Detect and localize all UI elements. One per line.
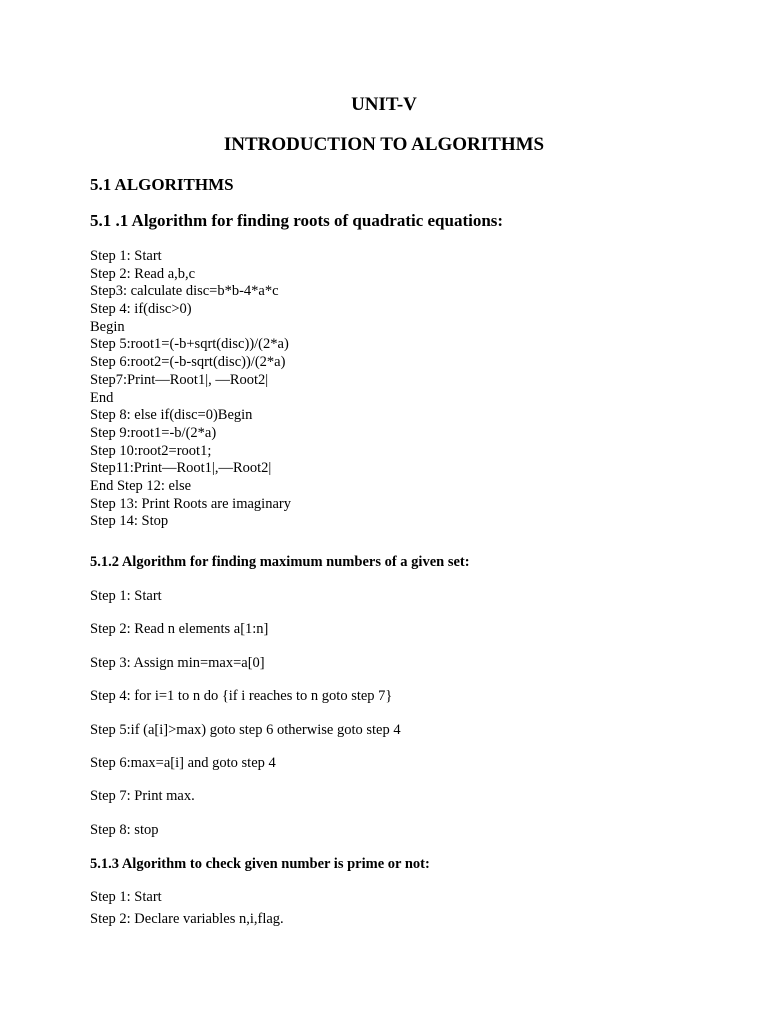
step-line: Step7:Print—Root1|, —Root2|: [90, 371, 269, 388]
step-line: End: [90, 389, 114, 406]
step-line: Step 2: Read a,b,c: [90, 265, 196, 282]
step-line: Step 6:root2=(-b-sqrt(disc))/(2*a): [90, 354, 286, 371]
step-line: Step 4: if(disc>0): [90, 301, 192, 318]
step-line: Step11:Print—Root1|,—Root2|: [90, 460, 272, 477]
step-line: Step 7: Print max.: [90, 788, 195, 805]
step-line: Step 13: Print Roots are imaginary: [90, 495, 291, 512]
subsection-3-heading: 5.1.3 Algorithm to check given number is prime or not:: [90, 856, 430, 872]
step-line: Step 1: Start: [90, 889, 162, 905]
step-line: Step 9:root1=-b/(2*a): [90, 424, 217, 441]
step-line: Step 1: Start: [90, 248, 162, 264]
step-line: Step 3: Assign min=max=a[0]: [90, 654, 265, 671]
step-line: Step 1: Start: [90, 588, 162, 604]
subsection-2-heading: 5.1.2 Algorithm for finding maximum numbers of a given set:: [90, 554, 470, 570]
subsection-1-heading: 5.1 .1 Algorithm for finding roots of quadratic equations:: [90, 211, 504, 230]
step-line: End Step 12: else: [90, 477, 192, 494]
unit-title: UNIT-V: [351, 94, 417, 115]
section-heading: 5.1 ALGORITHMS: [90, 175, 234, 194]
step-line: Step 2: Declare variables n,i,flag.: [90, 910, 284, 927]
subsection-1-steps: [90, 248, 291, 531]
step-line: Step 8: stop: [90, 821, 159, 838]
step-line: Step 10:root2=root1;: [90, 442, 212, 459]
chapter-title: INTRODUCTION TO ALGORITHMS: [223, 134, 545, 155]
step-line: Step 4: for i=1 to n do {if i reaches to n goto step 7}: [90, 688, 393, 705]
step-line: Step 14: Stop: [90, 513, 169, 530]
step-line: Step 2: Read n elements a[1:n]: [90, 621, 269, 638]
step-line: Step 8: else if(disc=0)Begin: [90, 407, 253, 424]
step-line: Step 5:root1=(-b+sqrt(disc))/(2*a): [90, 336, 289, 353]
subsection-3-steps: [90, 889, 284, 932]
step-line: Begin: [90, 318, 125, 335]
subsection-2-steps: [90, 588, 401, 855]
step-line: Step3: calculate disc=b*b-4*a*c: [90, 283, 279, 300]
step-line: Step 5:if (a[i]>max) goto step 6 otherwise goto step 4: [90, 721, 401, 738]
step-line: Step 6:max=a[i] and goto step 4: [90, 754, 276, 771]
